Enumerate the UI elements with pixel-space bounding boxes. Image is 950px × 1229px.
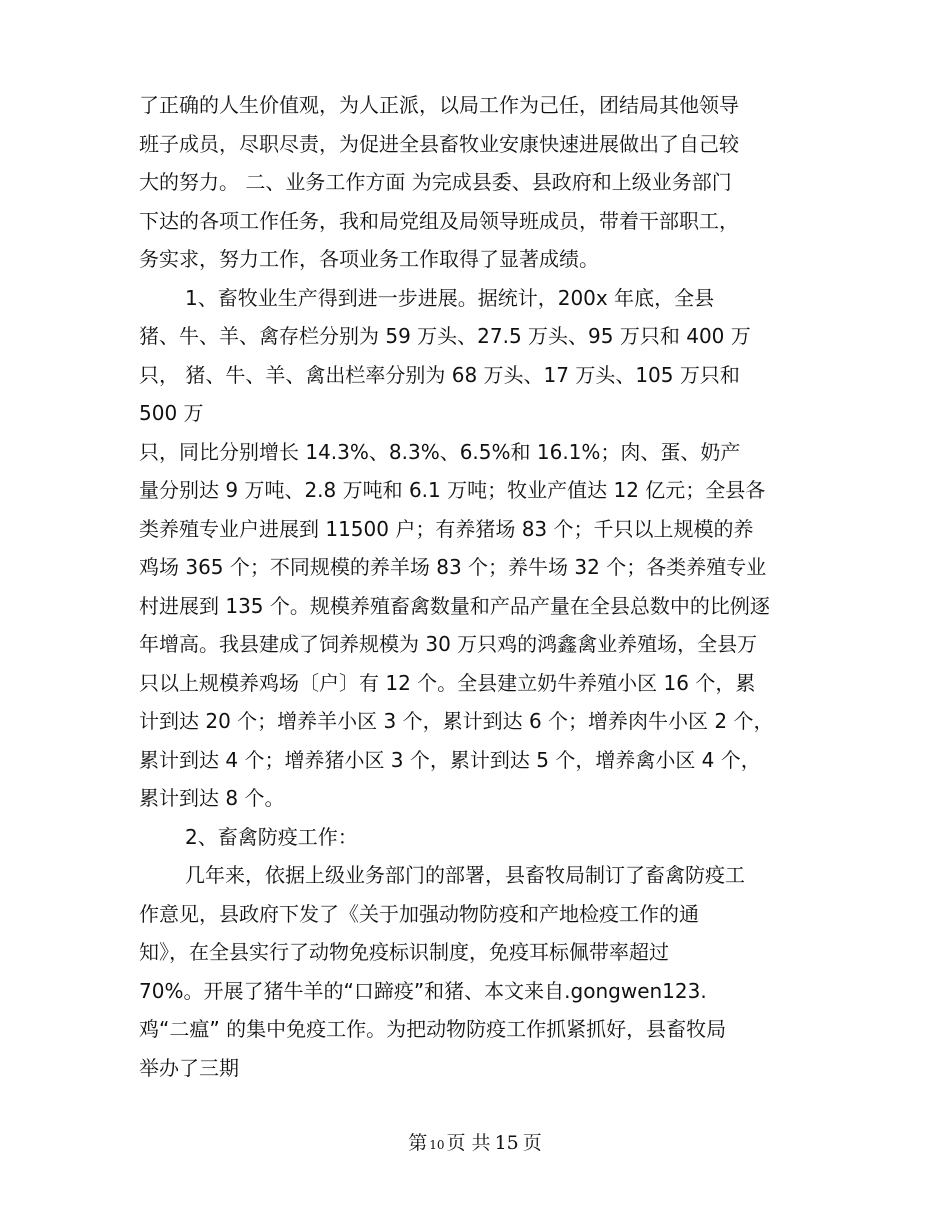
text-line: 500 万 bbox=[139, 401, 204, 425]
section-heading: 2、畜禽防疫工作： bbox=[185, 824, 358, 849]
text-line: 70%。开展了猪牛羊的“口蹄疫”和猪、本文来自.gongwen123. bbox=[139, 978, 707, 1003]
text-line: 下达的各项工作任务，我和局党组及局领导班成员，带着干部职工， bbox=[139, 208, 739, 233]
text-line: 鸡场 365 个；不同规模的养羊场 83 个；养牛场 32 个；各类养殖专业 bbox=[139, 555, 767, 579]
text-line: 只，同比分别增长 14.3%、8.3%、6.5%和 16.1%；肉、蛋、奶产 bbox=[139, 439, 741, 464]
text-line: 只以上规模养鸡场〔户〕有 12 个。全县建立奶牛养殖小区 16 个，累 bbox=[139, 670, 756, 695]
text-line: 累计到达 4 个；增养猪小区 3 个，累计到达 5 个，增养禽小区 4 个， bbox=[139, 747, 761, 772]
text-line: 计到达 20 个；增养羊小区 3 个，累计到达 6 个；增养肉牛小区 2 个， bbox=[139, 709, 774, 733]
document-body bbox=[139, 86, 819, 1087]
footer-middle: 页 共 bbox=[446, 1132, 491, 1154]
text-line: 班子成员，尽职尽责，为促进全县畜牧业安康快速进展做出了自己较 bbox=[139, 131, 739, 156]
current-page-number: 10 bbox=[429, 1138, 445, 1152]
text-line: 大的努力。 二、业务工作方面 为完成县委、县政府和上级业务部门 bbox=[139, 170, 732, 194]
text-line: 量分别达 9 万吨、2.8 万吨和 6.1 万吨；牧业产值达 12 亿元；全县各 bbox=[139, 478, 766, 502]
text-line: 务实求，努力工作，各项业务工作取得了显著成绩。 bbox=[139, 247, 599, 271]
text-line: 年增高。我县建成了饲养规模为 30 万只鸡的鸿鑫禽业养殖场，全县万 bbox=[139, 632, 758, 656]
text-line: 类养殖专业户进展到 11500 户；有养猪场 83 个；千只以上规模的养 bbox=[139, 516, 754, 541]
text-line: 村进展到 135 个。规模养殖畜禽数量和产品产量在全县总数中的比例逐 bbox=[139, 593, 770, 618]
text-line: 累计到达 8 个。 bbox=[139, 786, 285, 810]
text-line: 鸡“二瘟” 的集中免疫工作。为把动物防疫工作抓紧抓好，县畜牧局 bbox=[139, 1017, 727, 1041]
text-line: 知》，在全县实行了动物免疫标识制度，免疫耳标佩带率超过 bbox=[139, 940, 669, 964]
text-line: 举办了三期 bbox=[139, 1055, 239, 1080]
page-footer bbox=[0, 1128, 950, 1155]
paragraph-first-line: 几年来，依据上级业务部门的部署，县畜牧局制订了畜禽防疫工 bbox=[185, 863, 745, 887]
paragraph-first-line: 1、畜牧业生产得到进一步进展。据统计，200x 年底，全县 bbox=[185, 285, 715, 310]
text-line: 了正确的人生价值观，为人正派，以局工作为己任，团结局其他领导 bbox=[139, 93, 739, 117]
text-line: 猪、牛、羊、禽存栏分别为 59 万头、27.5 万头、95 万只和 400 万 bbox=[139, 324, 751, 348]
total-pages-number: 15 bbox=[494, 1132, 519, 1154]
footer-suffix: 页 bbox=[522, 1132, 542, 1154]
text-line: 只， 猪、牛、羊、禽出栏率分别为 68 万头、17 万头、105 万只和 bbox=[139, 362, 740, 387]
text-line: 作意见，县政府下发了《关于加强动物防疫和产地检疫工作的通 bbox=[139, 901, 699, 926]
footer-prefix: 第 bbox=[408, 1132, 428, 1154]
